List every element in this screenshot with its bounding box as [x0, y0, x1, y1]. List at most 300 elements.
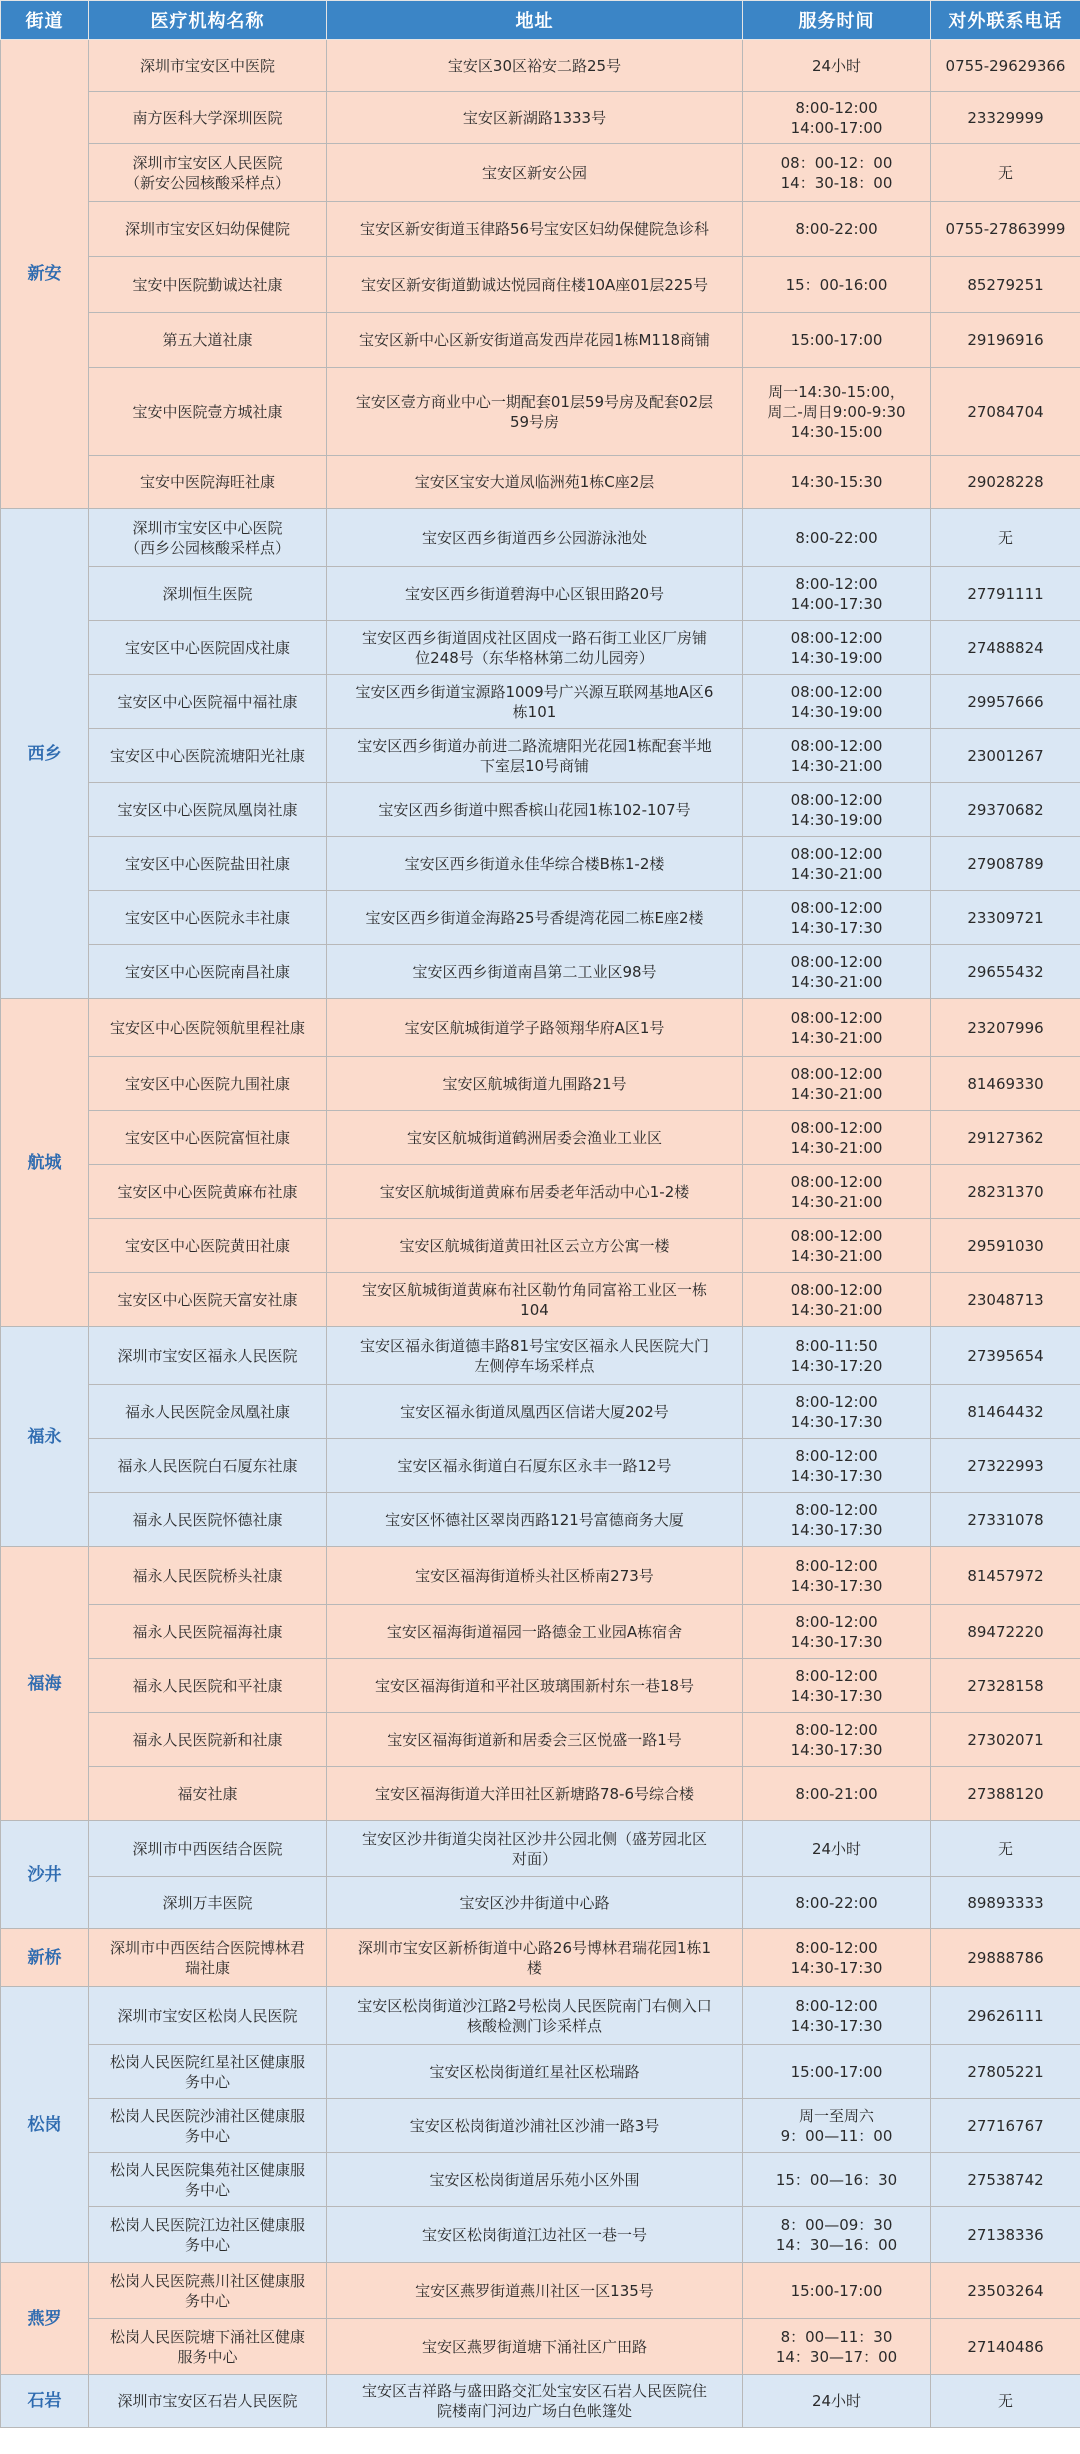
table-row — [1, 783, 1080, 837]
address-cell-line: 院楼南门河边广场白色帐篷处 — [436, 2402, 632, 2420]
institution-name-cell-line: 深圳市宝安区福永人民医院 — [117, 1346, 298, 1365]
institution-name-cell — [89, 2263, 327, 2319]
phone-cell: 23207996 — [931, 999, 1080, 1057]
institution-name-cell — [89, 313, 327, 368]
service-time-cell-line: 08:00-12:00 — [790, 682, 883, 701]
service-time-cell — [743, 1713, 931, 1767]
table-row — [1, 1327, 1080, 1385]
address-cell-line: 宝安区福海街道新和居委会三区悦盛一路1号 — [387, 1730, 682, 1749]
district-cell: 新桥 — [1, 1929, 89, 1987]
service-time-cell — [743, 1605, 931, 1659]
table-row — [1, 456, 1080, 509]
address-cell — [327, 1111, 743, 1165]
service-time-cell-line: 9：00—11：00 — [780, 2126, 893, 2145]
address-cell-line: 59号房 — [509, 412, 560, 431]
table-row — [1, 1057, 1080, 1111]
address-cell — [327, 368, 743, 456]
header-institution-name: 医疗机构名称 — [89, 1, 327, 40]
institution-name-cell-line: 瑞社康 — [184, 1958, 230, 1977]
service-time-cell-line: 14:30-17:30 — [790, 1412, 883, 1431]
institution-name-cell — [89, 1385, 327, 1439]
institution-name-cell — [89, 144, 327, 202]
institution-name-cell — [89, 945, 327, 999]
address-cell — [327, 456, 743, 509]
address-cell-line: 宝安区福永街道凤凰西区信诺大厦202号 — [400, 1402, 669, 1421]
address-cell-line: 宝安区航城街道黄麻布社区勒竹角同富裕工业区一栋 — [361, 1280, 707, 1299]
phone-cell: 27084704 — [931, 368, 1080, 456]
service-time-cell — [743, 144, 931, 202]
service-time-cell-line: 08:00-12:00 — [790, 1064, 883, 1083]
phone-cell: 89472220 — [931, 1605, 1080, 1659]
phone-cell: 27328158 — [931, 1659, 1080, 1713]
phone-cell: 89893333 — [931, 1877, 1080, 1929]
institution-name-cell — [89, 1659, 327, 1713]
service-time-cell-line: 08:00-12:00 — [790, 1226, 883, 1245]
institution-name-cell-line: 深圳市宝安区人民医院 — [132, 153, 283, 172]
service-time-cell-line: 14:30-21:00 — [790, 1192, 883, 1211]
phone-cell: 23048713 — [931, 1273, 1080, 1327]
institution-name-cell-line: 深圳市宝安区石岩人民医院 — [117, 2392, 298, 2410]
address-cell-line: 宝安区松岗街道居乐苑小区外围 — [429, 2170, 640, 2189]
table-row — [1, 999, 1080, 1057]
service-time-cell-line: 8:00-12:00 — [795, 1500, 878, 1519]
service-time-cell — [743, 92, 931, 144]
address-cell — [327, 2207, 743, 2263]
institution-name-cell — [89, 837, 327, 891]
service-time-cell-line: 14:30-21:00 — [790, 864, 883, 883]
service-time-cell-line: 08:00-12:00 — [790, 1118, 883, 1137]
institution-name-cell-line: 松岗人民医院燕川社区健康服 — [109, 2271, 305, 2290]
phone-cell: 27716767 — [931, 2099, 1080, 2153]
service-time-cell-line: 14:30-17:30 — [790, 2016, 883, 2035]
service-time-cell — [743, 621, 931, 675]
institution-name-cell — [89, 40, 327, 92]
institution-name-cell-line: 福永人民医院福海社康 — [132, 1622, 283, 1641]
table-row — [1, 2045, 1080, 2099]
district-cell: 新安 — [1, 40, 89, 509]
address-cell — [327, 1273, 743, 1327]
institution-name-cell-line: 宝安中医院壹方城社康 — [132, 402, 283, 421]
institution-name-cell-line: 宝安区中心医院九围社康 — [124, 1074, 290, 1093]
phone-cell: 29127362 — [931, 1111, 1080, 1165]
service-time-cell-line: 14:30-21:00 — [790, 1028, 883, 1047]
address-cell — [327, 1547, 743, 1605]
address-cell — [327, 567, 743, 621]
service-time-cell-line: 08:00-12:00 — [790, 1280, 883, 1299]
institution-name-cell — [89, 729, 327, 783]
address-cell — [327, 1821, 743, 1877]
table-row — [1, 621, 1080, 675]
table-row — [1, 675, 1080, 729]
service-time-cell-line: 8:00-22:00 — [795, 528, 878, 547]
address-cell-line: 宝安区新安街道勤诚达悦园商住楼10A座01层225号 — [360, 275, 709, 294]
institution-name-cell-line: 宝安区中心医院天富安社康 — [117, 1290, 298, 1309]
address-cell-line: 宝安区新安公园 — [481, 163, 587, 182]
institution-name-cell — [89, 456, 327, 509]
phone-cell: 81469330 — [931, 1057, 1080, 1111]
institution-name-cell-line: 深圳市中西医结合医院博林君 — [109, 1938, 305, 1957]
service-time-cell — [743, 2207, 931, 2263]
address-cell-line: 核酸检测门诊采样点 — [466, 2016, 602, 2035]
institution-name-cell — [89, 1327, 327, 1385]
institution-name-cell — [89, 257, 327, 313]
table-row — [1, 1605, 1080, 1659]
service-time-cell — [743, 202, 931, 257]
institution-name-cell — [89, 2099, 327, 2153]
institution-name-cell-line: 宝安区中心医院福中福社康 — [117, 692, 298, 711]
service-time-cell-line: 24小时 — [811, 1839, 862, 1858]
institution-name-cell-line: 深圳市中西医结合医院 — [132, 1839, 283, 1858]
table-header-row — [1, 1, 1080, 40]
institution-name-cell-line: 福永人民医院桥头社康 — [132, 1566, 283, 1585]
service-time-cell-line: 14:30-21:00 — [790, 756, 883, 775]
institution-name-cell — [89, 92, 327, 144]
institution-name-cell — [89, 783, 327, 837]
service-time-cell — [743, 1385, 931, 1439]
address-cell-line: 左侧停车场采样点 — [474, 1356, 595, 1375]
table-row — [1, 1219, 1080, 1273]
district-cell: 沙井 — [1, 1821, 89, 1929]
service-time-cell-line: 14:30-19:00 — [790, 648, 883, 667]
table-row — [1, 2099, 1080, 2153]
table-row — [1, 92, 1080, 144]
address-cell — [327, 675, 743, 729]
table-row — [1, 2319, 1080, 2375]
institution-name-cell — [89, 2153, 327, 2207]
phone-cell: 27488824 — [931, 621, 1080, 675]
table-row — [1, 1493, 1080, 1547]
service-time-cell — [743, 567, 931, 621]
institution-name-cell-line: 深圳市宝安区中心医院 — [132, 518, 283, 537]
header-district: 街道 — [1, 1, 89, 40]
service-time-cell-line: 14:30-17:30 — [790, 1520, 883, 1539]
service-time-cell-line: 14:30-19:00 — [790, 702, 883, 721]
table-row — [1, 2263, 1080, 2319]
service-time-cell — [743, 2319, 931, 2375]
institution-name-cell-line: 宝安区中心医院流塘阳光社康 — [109, 746, 305, 765]
address-cell — [327, 2153, 743, 2207]
table-row — [1, 1439, 1080, 1493]
table-row — [1, 1547, 1080, 1605]
address-cell — [327, 2099, 743, 2153]
address-cell — [327, 1493, 743, 1547]
table-row — [1, 1929, 1080, 1987]
address-cell — [327, 1767, 743, 1821]
phone-cell: 23001267 — [931, 729, 1080, 783]
address-cell — [327, 1327, 743, 1385]
phone-cell: 29626111 — [931, 1987, 1080, 2045]
header-service-time: 服务时间 — [743, 1, 931, 40]
phone-cell: 29028228 — [931, 456, 1080, 509]
address-cell-line: 宝安区新湖路1333号 — [462, 108, 607, 127]
table-row — [1, 509, 1080, 567]
phone-cell: 27791111 — [931, 567, 1080, 621]
service-time-cell-line: 14:30-17:20 — [790, 1356, 883, 1375]
service-time-cell — [743, 1547, 931, 1605]
institution-name-cell — [89, 1439, 327, 1493]
address-cell-line: 宝安区30区裕安二路25号 — [447, 56, 622, 75]
institution-name-cell-line: 深圳市宝安区妇幼保健院 — [124, 220, 290, 238]
address-cell — [327, 1605, 743, 1659]
address-cell-line: 宝安区西乡街道固戍社区固戍一路石街工业区厂房铺 — [361, 628, 707, 647]
institution-name-cell — [89, 1219, 327, 1273]
table-row — [1, 1659, 1080, 1713]
table-row — [1, 837, 1080, 891]
service-time-cell — [743, 837, 931, 891]
table-row — [1, 1877, 1080, 1929]
institution-name-cell — [89, 368, 327, 456]
address-cell-line: 宝安区怀德社区翠岗西路121号富德商务大厦 — [385, 1510, 684, 1529]
district-cell: 石岩 — [1, 2375, 89, 2428]
institution-name-cell — [89, 1273, 327, 1327]
service-time-cell — [743, 783, 931, 837]
address-cell — [327, 783, 743, 837]
phone-cell: 27331078 — [931, 1493, 1080, 1547]
service-time-cell-line: 8:00-12:00 — [795, 1720, 878, 1739]
phone-cell: 29888786 — [931, 1929, 1080, 1987]
institution-name-cell-line: 宝安区中心医院领航里程社康 — [109, 1018, 305, 1037]
district-cell: 航城 — [1, 999, 89, 1327]
service-time-cell — [743, 1111, 931, 1165]
table-row — [1, 368, 1080, 456]
service-time-cell — [743, 2263, 931, 2319]
address-cell-line: 宝安区福永街道白石厦东区永丰一路12号 — [397, 1456, 672, 1475]
institution-name-cell — [89, 202, 327, 257]
phone-cell: 29196916 — [931, 313, 1080, 368]
institution-name-cell — [89, 2207, 327, 2263]
institution-name-cell — [89, 1929, 327, 1987]
institution-name-cell-line: 深圳市宝安区松岗人民医院 — [117, 2006, 298, 2025]
phone-cell: 85279251 — [931, 257, 1080, 313]
district-cell: 福永 — [1, 1327, 89, 1547]
institution-name-cell-line: 宝安区中心医院固戍社康 — [124, 638, 290, 657]
service-time-cell-line: 14:30-21:00 — [790, 972, 883, 991]
phone-cell: 27395654 — [931, 1327, 1080, 1385]
phone-cell: 29591030 — [931, 1219, 1080, 1273]
address-cell — [327, 2263, 743, 2319]
address-cell — [327, 1877, 743, 1929]
institution-name-cell — [89, 1821, 327, 1877]
institution-name-cell-line: 宝安区中心医院黄麻布社康 — [117, 1182, 298, 1201]
service-time-cell — [743, 2153, 931, 2207]
service-time-cell — [743, 456, 931, 509]
service-time-cell-line: 08:00-12:00 — [790, 790, 883, 809]
service-time-cell-line: 08:00-12:00 — [790, 952, 883, 971]
phone-cell: 23503264 — [931, 2263, 1080, 2319]
table-row — [1, 40, 1080, 92]
service-time-cell-line: 15:00-17:00 — [790, 2062, 883, 2081]
district-cell: 燕罗 — [1, 2263, 89, 2375]
service-time-cell — [743, 2375, 931, 2428]
institution-name-cell — [89, 1111, 327, 1165]
service-time-cell-line: 14:30-17:30 — [790, 1740, 883, 1759]
address-cell-line: 楼 — [526, 1958, 542, 1977]
address-cell-line: 宝安区航城街道九围路21号 — [442, 1074, 627, 1093]
address-cell-line: 深圳市宝安区新桥街道中心路26号博林君瑞花园1栋1 — [357, 1938, 712, 1957]
phone-cell: 81464432 — [931, 1385, 1080, 1439]
service-time-cell-line: 14:30-21:00 — [790, 1246, 883, 1265]
address-cell-line: 宝安区壹方商业中心一期配套01层59号房及配套02层 — [355, 392, 714, 411]
address-cell-line: 宝安区新中心区新安街道高发西岸花园1栋M118商铺 — [358, 331, 711, 349]
service-time-cell-line: 14:30-21:00 — [790, 1084, 883, 1103]
service-time-cell — [743, 1929, 931, 1987]
institution-name-cell-line: 宝安区中心医院南昌社康 — [124, 962, 290, 981]
address-cell-line: 宝安区西乡街道中熙香槟山花园1栋102-107号 — [378, 800, 691, 819]
institution-name-cell-line: 福安社康 — [177, 1784, 238, 1803]
institution-name-cell-line: 宝安区中心医院盐田社康 — [124, 854, 290, 873]
header-phone: 对外联系电话 — [931, 1, 1080, 40]
service-time-cell-line: 15:00-17:00 — [790, 331, 883, 349]
address-cell-line: 下室层10号商铺 — [479, 756, 590, 775]
institution-name-cell-line: 服务中心 — [177, 2347, 238, 2366]
address-cell-line: 栋101 — [512, 702, 557, 721]
service-time-cell — [743, 2099, 931, 2153]
service-time-cell-line: 8:00-12:00 — [795, 574, 878, 593]
table-row — [1, 1713, 1080, 1767]
table-row — [1, 945, 1080, 999]
institution-name-cell — [89, 2319, 327, 2375]
institution-name-cell — [89, 509, 327, 567]
institution-name-cell-line: 宝安中医院勤诚达社康 — [132, 275, 283, 294]
service-time-cell — [743, 1057, 931, 1111]
service-time-cell-line: 8:00-12:00 — [795, 1612, 878, 1631]
service-time-cell-line: 8:00-12:00 — [795, 98, 878, 117]
service-time-cell — [743, 313, 931, 368]
institution-name-cell-line: 福永人民医院怀德社康 — [132, 1510, 283, 1529]
phone-cell: 28231370 — [931, 1165, 1080, 1219]
service-time-cell — [743, 1165, 931, 1219]
phone-cell: 无 — [931, 2375, 1080, 2428]
service-time-cell-line: 14:30-15:30 — [790, 473, 883, 491]
institution-name-cell — [89, 1057, 327, 1111]
address-cell-line: 宝安区燕罗街道燕川社区一区135号 — [415, 2281, 654, 2300]
institution-name-cell — [89, 567, 327, 621]
service-time-cell-line: 8:00-12:00 — [795, 1938, 878, 1957]
service-time-cell-line: 8：00—09：30 — [780, 2215, 893, 2234]
phone-cell: 27805221 — [931, 2045, 1080, 2099]
phone-cell: 27138336 — [931, 2207, 1080, 2263]
service-time-cell-line: 14:30-17:30 — [790, 918, 883, 937]
address-cell — [327, 945, 743, 999]
service-time-cell-line: 08:00-12:00 — [790, 1172, 883, 1191]
institution-name-cell-line: 务中心 — [184, 2072, 230, 2091]
institution-name-cell-line: 深圳恒生医院 — [162, 584, 253, 603]
table-row — [1, 1987, 1080, 2045]
address-cell-line: 宝安区福海街道福园一路德金工业园A栋宿舍 — [386, 1622, 683, 1641]
institution-name-cell-line: 务中心 — [184, 2126, 230, 2145]
table-row — [1, 1767, 1080, 1821]
address-cell-line: 对面） — [511, 1849, 557, 1868]
service-time-cell-line: 14:30-17:30 — [790, 1632, 883, 1651]
table-row — [1, 1385, 1080, 1439]
address-cell — [327, 837, 743, 891]
phone-cell: 27322993 — [931, 1439, 1080, 1493]
address-cell — [327, 999, 743, 1057]
service-time-cell — [743, 509, 931, 567]
table-row — [1, 2207, 1080, 2263]
service-time-cell-line: 14:30-21:00 — [790, 1138, 883, 1157]
table-row — [1, 202, 1080, 257]
address-cell-line: 宝安区松岗街道沙江路2号松岗人民医院南门右侧入口 — [357, 1996, 712, 2015]
service-time-cell — [743, 999, 931, 1057]
service-time-cell — [743, 729, 931, 783]
table-row — [1, 1165, 1080, 1219]
service-time-cell-line: 08:00-12:00 — [790, 898, 883, 917]
service-time-cell — [743, 675, 931, 729]
district-cell: 西乡 — [1, 509, 89, 999]
service-time-cell-line: 14:30-17:30 — [790, 1686, 883, 1705]
table-row — [1, 567, 1080, 621]
phone-cell: 81457972 — [931, 1547, 1080, 1605]
institution-name-cell — [89, 891, 327, 945]
table-row — [1, 891, 1080, 945]
table-body — [1, 40, 1080, 2428]
service-time-cell-line: 周一14:30-15:00， — [768, 382, 905, 401]
address-cell-line: 宝安区沙井街道中心路 — [459, 1893, 610, 1912]
table-row — [1, 144, 1080, 202]
address-cell-line: 宝安区宝安大道凤临洲苑1栋C座2层 — [414, 473, 655, 491]
phone-cell: 23309721 — [931, 891, 1080, 945]
institution-name-cell-line: 福永人民医院新和社康 — [132, 1730, 283, 1749]
address-cell-line: 宝安区航城街道黄田社区云立方公寓一楼 — [399, 1236, 670, 1255]
service-time-cell-line: 周二-周日9:00-9:30 — [767, 402, 906, 421]
address-cell — [327, 1385, 743, 1439]
institution-name-cell — [89, 999, 327, 1057]
phone-cell: 无 — [931, 1821, 1080, 1877]
service-time-cell — [743, 1987, 931, 2045]
service-time-cell-line: 14:30-19:00 — [790, 810, 883, 829]
phone-cell: 27302071 — [931, 1713, 1080, 1767]
district-cell: 福海 — [1, 1547, 89, 1821]
institution-name-cell-line: 务中心 — [184, 2235, 230, 2254]
phone-cell: 0755-29629366 — [931, 40, 1080, 92]
address-cell-line: 宝安区福海街道和平社区玻璃围新村东一巷18号 — [374, 1676, 695, 1695]
service-time-cell-line: 08：00-12：00 — [780, 153, 893, 172]
service-time-cell-line: 15:00-17:00 — [790, 2281, 883, 2300]
address-cell-line: 宝安区西乡街道宝源路1009号广兴源互联网基地A区6 — [355, 682, 714, 701]
address-cell — [327, 92, 743, 144]
service-time-cell — [743, 891, 931, 945]
address-cell — [327, 144, 743, 202]
header-address: 地址 — [327, 1, 743, 40]
address-cell-line: 宝安区西乡街道永佳华综合楼B栋1-2楼 — [404, 854, 665, 873]
address-cell — [327, 1713, 743, 1767]
institution-name-cell-line: 深圳万丰医院 — [162, 1893, 253, 1912]
table-row — [1, 2153, 1080, 2207]
service-time-cell-line: 8:00-12:00 — [795, 1996, 878, 2015]
address-cell-line: 宝安区西乡街道碧海中心区银田路20号 — [404, 584, 665, 603]
address-cell-line: 宝安区松岗街道红星社区松瑞路 — [429, 2062, 640, 2081]
institution-name-cell-line: 松岗人民医院红星社区健康服 — [109, 2052, 305, 2071]
institution-name-cell-line: 松岗人民医院塘下涌社区健康 — [109, 2327, 305, 2346]
address-cell — [327, 509, 743, 567]
service-time-cell-line: 14:30-15:00 — [790, 422, 883, 441]
address-cell — [327, 1929, 743, 1987]
address-cell-line: 宝安区航城街道黄麻布居委老年活动中心1-2楼 — [379, 1182, 690, 1201]
district-cell: 松岗 — [1, 1987, 89, 2263]
service-time-cell-line: 14:30-17:30 — [790, 1466, 883, 1485]
table-row — [1, 1273, 1080, 1327]
address-cell — [327, 1219, 743, 1273]
institution-name-cell-line: 第五大道社康 — [162, 331, 253, 349]
address-cell-line: 宝安区吉祥路与盛田路交汇处宝安区石岩人民医院住 — [361, 2382, 707, 2400]
institution-name-cell-line: 宝安区中心医院富恒社康 — [124, 1128, 290, 1147]
phone-cell: 29957666 — [931, 675, 1080, 729]
address-cell-line: 宝安区西乡街道金海路25号香缇湾花园二栋E座2楼 — [365, 908, 704, 927]
institution-name-cell-line: 宝安区中心医院黄田社康 — [124, 1236, 290, 1255]
institution-name-cell-line: 南方医科大学深圳医院 — [132, 108, 283, 127]
service-time-cell-line: 8：00—11：30 — [780, 2327, 893, 2346]
